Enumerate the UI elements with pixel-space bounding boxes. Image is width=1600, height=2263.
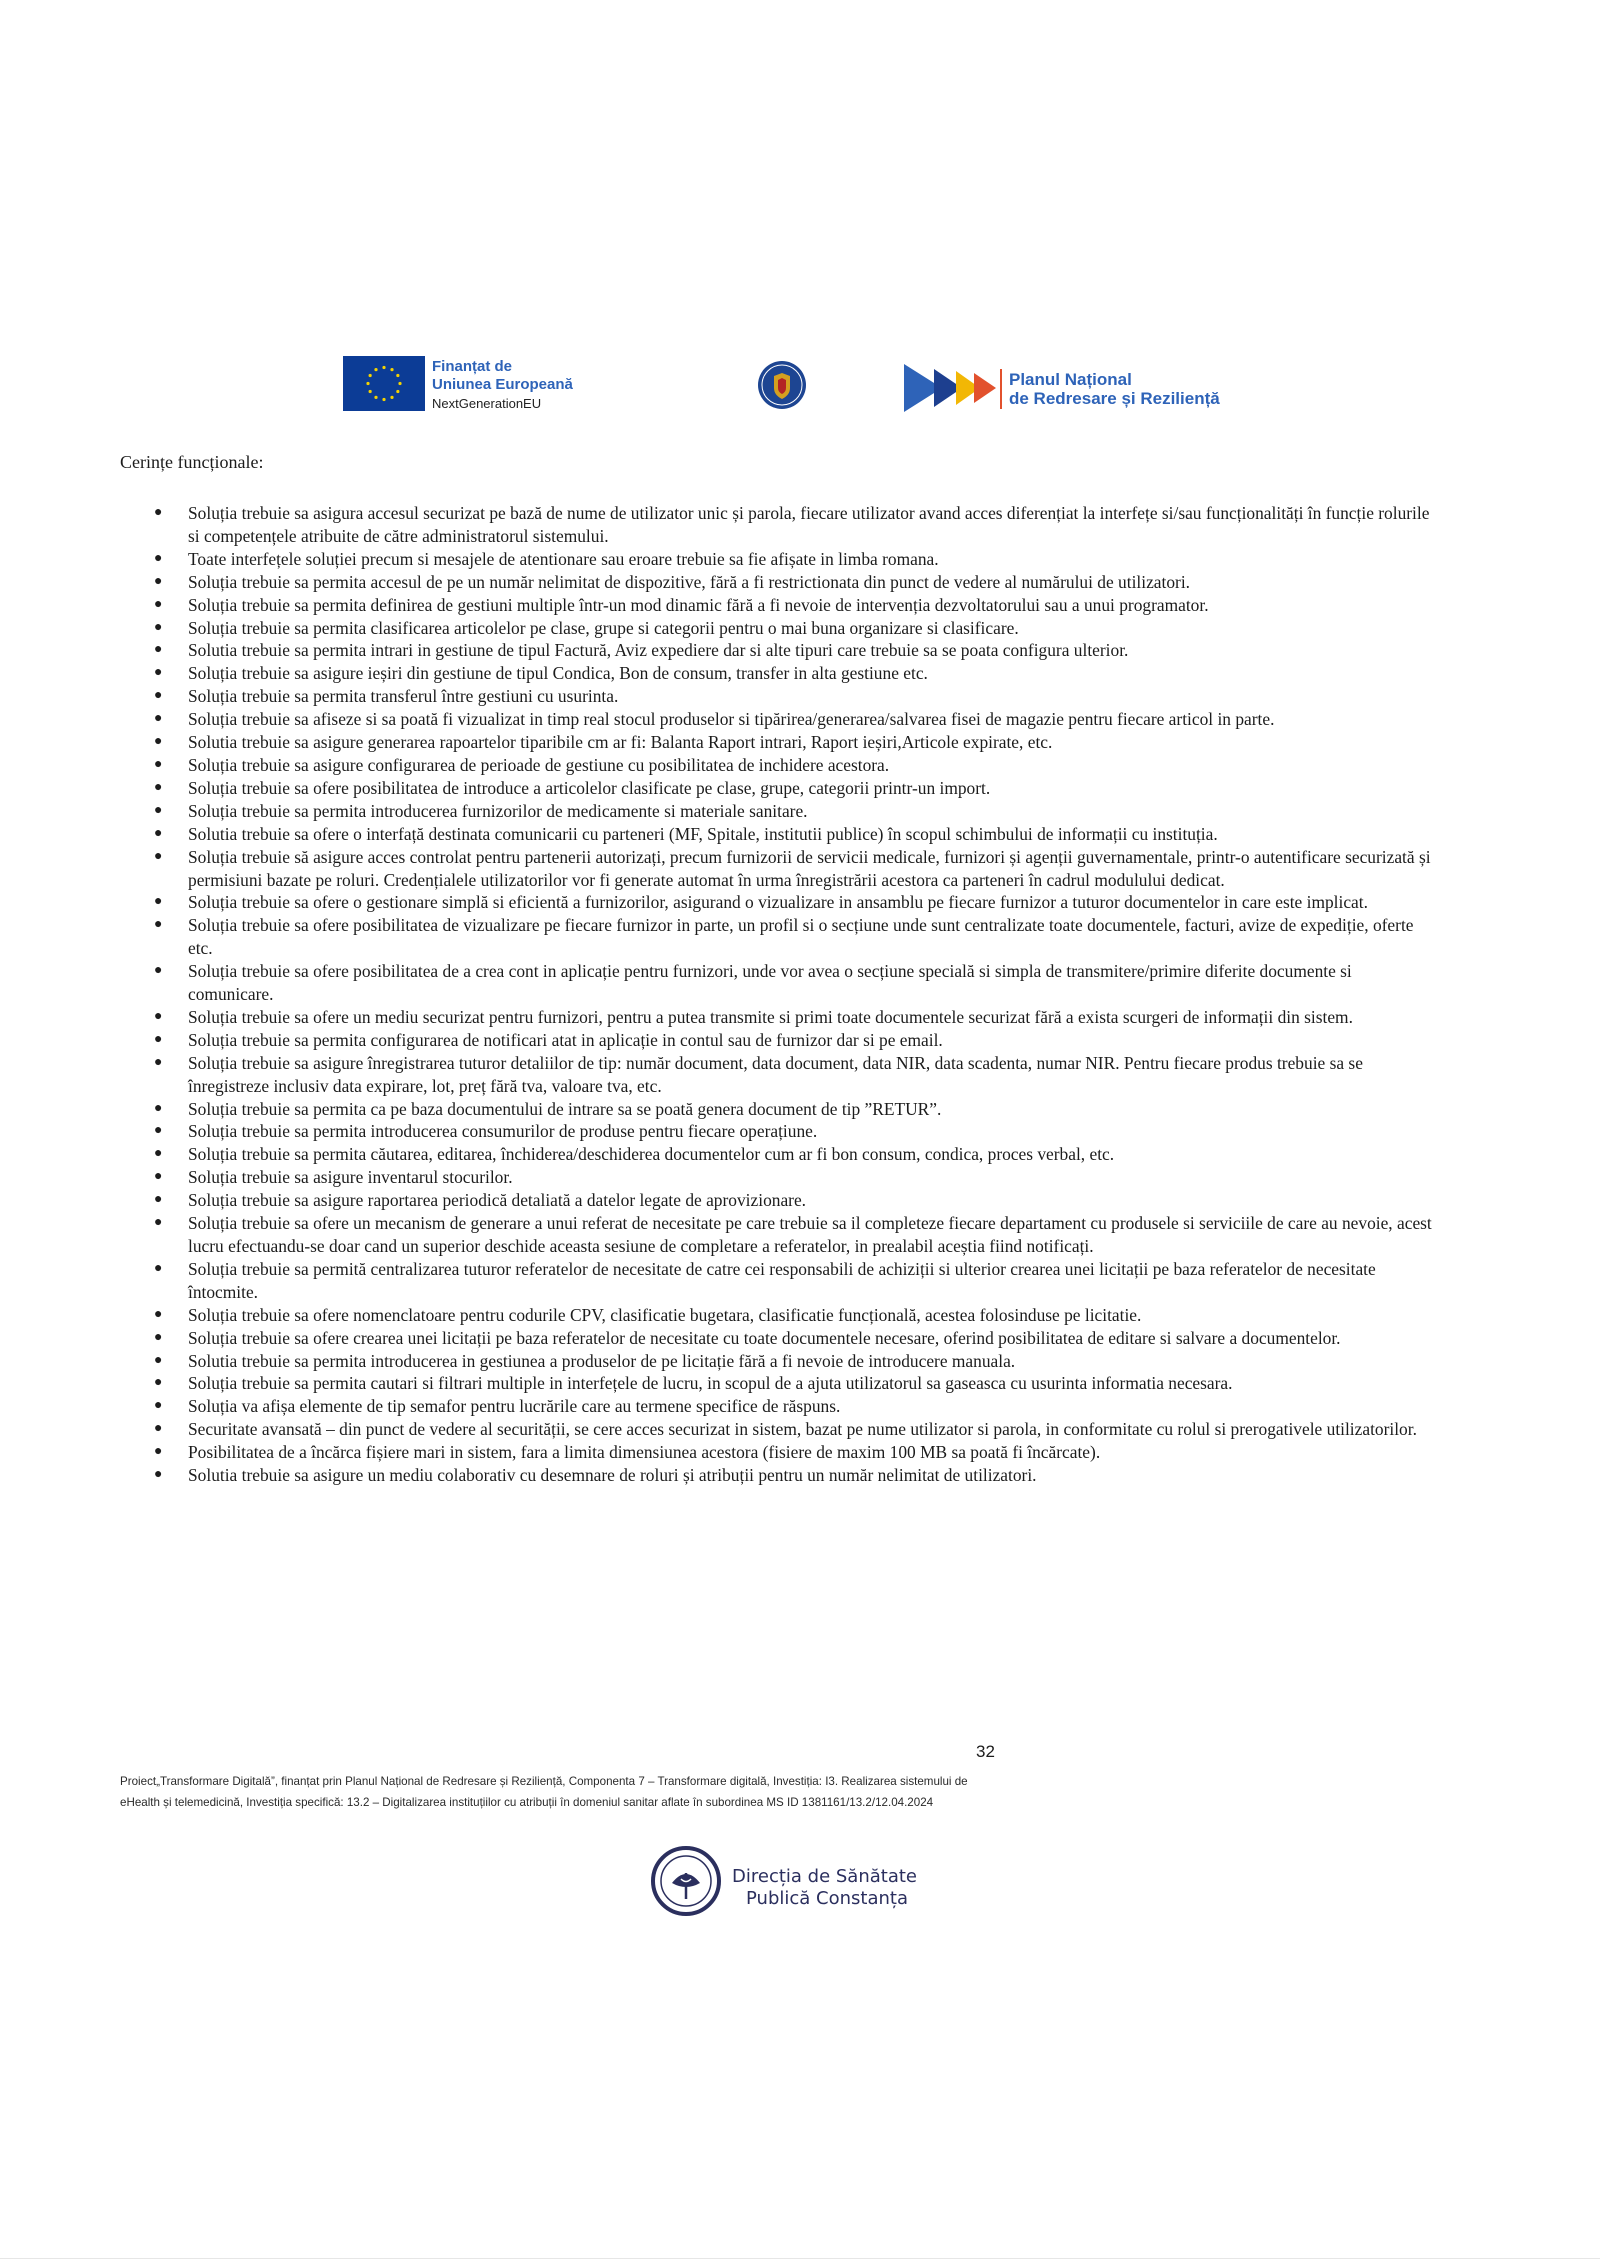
requirement-text: Soluția trebuie sa permita ca pe baza documentului de intrare sa se poată genera document de tip ”RETUR”. [188, 1098, 942, 1119]
eu-label-line1: Finanțat de [432, 358, 513, 375]
requirement-item [150, 1441, 1435, 1464]
requirement-text: Soluția trebuie sa permita transferul între gestiuni cu usurinta. [188, 686, 619, 707]
requirement-item [150, 1350, 1435, 1373]
bullet-icon: ● [154, 1100, 163, 1116]
bullet-icon: ● [154, 756, 163, 772]
requirement-text: Soluția trebuie sa asigure ieșiri din gestiune de tipul Condica, Bon de consum, transfer in alta gestiune etc. [188, 663, 928, 684]
requirement-text: Soluția trebuie sa permita accesul de pe un număr nelimitat de dispozitive, fără a fi restrictionata din punct de vedere al numărului de utilizatori. [188, 571, 1191, 592]
requirement-text: Soluția trebuie sa asigure înregistrarea tuturor detaliilor de tip: număr document, data document, data NIR, data scadenta, numar NIR. Pentru fiecare produs trebuie sa se înregistreze inclusiv data expirare, lot, preț fără tva, valoare tva, etc. [188, 1052, 1363, 1096]
requirement-text: Soluția trebuie sa asigure inventarul stocurilor. [188, 1167, 513, 1188]
requirement-item [150, 1418, 1435, 1441]
requirement-item [150, 1189, 1435, 1212]
bullet-icon: ● [154, 1123, 163, 1139]
requirement-item [150, 1029, 1435, 1052]
requirement-text: Solutia trebuie sa asigure generarea rapoartelor tiparibile cm ar fi: Balanta Raport intrari, Raport ieșiri,Articole expirate, etc. [188, 732, 1053, 753]
bullet-icon: ● [154, 1398, 163, 1414]
requirement-item [150, 617, 1435, 640]
requirement-item [150, 1098, 1435, 1121]
requirement-item [150, 548, 1435, 571]
requirement-item [150, 914, 1435, 960]
eu-label-line3: NextGenerationEU [432, 396, 542, 411]
dsp-constanta-label [732, 1866, 917, 1910]
pnrr-label [1009, 370, 1220, 408]
requirement-text: Solutia trebuie sa asigure un mediu colaborativ cu desemnare de roluri și atribuții pentru un număr nelimitat de utilizatori. [188, 1465, 1037, 1486]
requirement-text: Posibilitatea de a încărca fișiere mari in sistem, fara a limita dimensiunea acestora (fisiere de maxim 100 MB sa poată fi încărcate). [188, 1442, 1101, 1463]
requirement-text: Soluția trebuie sa permita definirea de gestiuni multiple într-un mod dinamic fără a fi nevoie de intervenția dezvoltatorului sau a unui programator. [188, 594, 1209, 615]
requirement-text: Soluția trebuie sa permita configurarea de notificari atat in aplicație in contul sau de furnizor dar si pe email. [188, 1029, 943, 1050]
requirement-item [150, 1304, 1435, 1327]
pnrr-divider [1000, 369, 1002, 409]
eu-flag-logo [343, 356, 425, 411]
requirement-text: Solutia trebuie sa permita intrari in gestiune de tipul Factură, Aviz expediere dar si alte tipuri care trebuie sa se poata configura ulterior. [188, 640, 1129, 661]
bullet-icon: ● [154, 734, 163, 750]
bullet-icon: ● [154, 1008, 163, 1024]
requirement-text: Soluția va afișa elemente de tip semafor pentru lucrările care au termene specifice de răspuns. [188, 1396, 841, 1417]
requirement-item [150, 662, 1435, 685]
bullet-icon: ● [154, 1169, 163, 1185]
scan-edge-line [0, 2258, 1600, 2259]
requirement-text: Toate interfețele soluției precum si mesajele de atentionare sau eroare trebuie sa fie afișate in limba romana. [188, 548, 939, 569]
requirement-item [150, 1372, 1435, 1395]
bullet-icon: ● [154, 825, 163, 841]
bullet-icon: ● [154, 1467, 163, 1483]
requirement-item [150, 777, 1435, 800]
bullet-icon: ● [154, 619, 163, 635]
bullet-icon: ● [154, 642, 163, 658]
requirements-list [150, 502, 1435, 1487]
requirement-text: Soluția trebuie sa ofere un mediu securizat pentru furnizori, pentru a putea transmite si primi toate documentele securizat fără a exista scurgeri de informații din sistem. [188, 1006, 1353, 1027]
bullet-icon: ● [154, 1444, 163, 1460]
bullet-icon: ● [154, 573, 163, 589]
pnrr-label-line2: de Redresare și Reziliență [1009, 389, 1220, 408]
requirement-text: Solutia trebuie sa permita introducerea in gestiunea a produselor de pe licitație fără a fi nevoie de introducere manuala. [188, 1350, 1016, 1371]
requirement-item [150, 846, 1435, 892]
requirement-text: Soluția trebuie sa ofere nomenclatoare pentru codurile CPV, clasificatie bugetara, clasificatie funcțională, acestea folosinduse pe licitatie. [188, 1304, 1142, 1325]
requirement-item [150, 1258, 1435, 1304]
requirement-item [150, 1143, 1435, 1166]
requirement-item [150, 571, 1435, 594]
requirement-text: Soluția trebuie sa permita introducerea furnizorilor de medicamente si materiale sanitare. [188, 800, 808, 821]
requirement-text: Soluția trebuie sa ofere posibilitatea de a crea cont in aplicație pentru furnizori, unde vor avea o secțiune specială si simpla de transmitere/primire diferite documente si comunicare. [188, 961, 1352, 1005]
dsp-label-line1: Direcția de Sănătate [732, 1866, 917, 1887]
requirement-text: Soluția trebuie sa asigure configurarea de perioade de gestiune cu posibilitatea de inchidere acestora. [188, 754, 890, 775]
bullet-icon: ● [154, 1192, 163, 1208]
requirement-item [150, 1395, 1435, 1418]
bullet-icon: ● [154, 1031, 163, 1047]
bullet-icon: ● [154, 1146, 163, 1162]
bullet-icon: ● [154, 550, 163, 566]
requirement-text: Soluția trebuie sa permita clasificarea articolelor pe clase, grupe si categorii pentru o mai buna organizare si clasificare. [188, 617, 1019, 638]
bullet-icon: ● [154, 665, 163, 681]
requirement-text: Soluția trebuie sa permita introducerea consumurilor de produse pentru fiecare operațiune. [188, 1121, 818, 1142]
requirement-item [150, 502, 1435, 548]
bullet-icon: ● [154, 1306, 163, 1322]
requirement-text: Soluția trebuie sa permită centralizarea tuturor referatelor de necesitate de catre cei responsabili de achiziții si ulterior crearea unei licitații pe baza referatelor de necesitate întocmite. [188, 1258, 1376, 1302]
bullet-icon: ● [154, 894, 163, 910]
project-footer-note: Proiect„Transformare Digitală”, finanțat prin Planul Național de Redresare și Reziliență, Componenta 7 – Transformare digitală, Investiția: I3. Realizarea sistemului de eHealth și telemedicină, Investiția specifică: 13.2 – Digitalizarea instituțiilor cu atribuții în domeniul sanitar aflate în subordinea MS ID 1381161/13.2/12.04.2024 [120, 1775, 968, 1809]
bullet-icon: ● [154, 802, 163, 818]
pnrr-label-line1: Planul Național [1009, 370, 1132, 389]
romanian-government-seal-icon [757, 360, 807, 410]
requirement-text: Soluția trebuie sa permita cautari si filtrari multiple in interfețele de lucru, in scopul de a ajuta utilizatorul sa gaseasca cu usurinta informatia necesara. [188, 1373, 1233, 1394]
requirement-item [150, 754, 1435, 777]
bullet-icon: ● [154, 596, 163, 612]
requirement-text: Soluția trebuie sa ofere o gestionare simplă si eficientă a furnizorilor, asigurand o vizualizare in ansamblu pe fiecare furnizor a tuturor documentelor in care este implicat. [188, 892, 1368, 913]
requirement-text: Securitate avansată – din punct de vedere al securității, se cere acces securizat in sistem, bazat pe nume utilizator si parola, in conformitate cu rolul si prerogativele utilizatorilor. [188, 1419, 1417, 1440]
section-heading: Cerințe funcționale: [120, 452, 264, 472]
bullet-icon: ● [154, 505, 163, 520]
requirement-item [150, 639, 1435, 662]
requirement-item [150, 594, 1435, 617]
bullet-icon: ● [154, 1352, 163, 1368]
dsp-label-line2: Publică Constanța [746, 1888, 908, 1909]
requirement-item [150, 1006, 1435, 1029]
bullet-icon: ● [154, 1421, 163, 1437]
bullet-icon: ● [154, 1215, 163, 1231]
requirement-item [150, 1327, 1435, 1350]
bullet-icon: ● [154, 1260, 163, 1276]
requirement-item [150, 1052, 1435, 1098]
requirement-text: Soluția trebuie să asigure acces controlat pentru partenerii autorizați, precum furnizorii de servicii medicale, furnizori și agenții guvernamentale, printr-o autentificare securizată și permisiuni bazate pe roluri. Credențialele utilizatorilor vor fi generate automat în urma înregistrării acestora ca parteneri în cadrul modulului dedicat. [188, 846, 1431, 890]
requirement-item [150, 823, 1435, 846]
bullet-icon: ● [154, 1329, 163, 1345]
requirement-item [150, 708, 1435, 731]
requirement-text: Soluția trebuie sa asigura accesul securizat pe bază de nume de utilizator unic și parola, fiecare utilizator avand acces diferențiat la interfețe si/sau funcționalități în funcție rolurile si competențele atribuite de către administratorul sistemului. [188, 503, 1430, 546]
requirement-item [150, 1464, 1435, 1487]
requirement-item [150, 1166, 1435, 1189]
bullet-icon: ● [154, 711, 163, 727]
requirement-item [150, 960, 1435, 1006]
page-number: 32 [976, 1742, 995, 1761]
requirement-item [150, 685, 1435, 708]
requirement-text: Soluția trebuie sa asigure raportarea periodică detaliată a datelor legate de aprovizionare. [188, 1190, 807, 1211]
requirement-item [150, 800, 1435, 823]
dsp-constanta-seal-icon [648, 1843, 724, 1919]
requirement-item [150, 1212, 1435, 1258]
requirement-item [150, 1120, 1435, 1143]
requirement-item [150, 731, 1435, 754]
bullet-icon: ● [154, 917, 163, 933]
requirement-text: Soluția trebuie sa ofere posibilitatea de introduce a articolelor clasificate pe clase, grupe, categorii printr-un import. [188, 777, 991, 798]
bullet-icon: ● [154, 848, 163, 864]
eu-funding-label [432, 358, 573, 413]
pnrr-arrows-logo [904, 361, 999, 415]
requirement-text: Soluția trebuie sa ofere crearea unei licitații pe baza referatelor de necesitate cu toate documentele necesare, oferind posibilitatea de editare si salvare a documentelor. [188, 1327, 1341, 1348]
bullet-icon: ● [154, 779, 163, 795]
eu-label-line2: Uniunea Europeană [432, 376, 573, 393]
bullet-icon: ● [154, 963, 163, 979]
requirement-text: Soluția trebuie sa ofere posibilitatea de vizualizare pe fiecare furnizor in parte, un profil si o secțiune unde sunt centralizate toate documentele, facturi, avize de expediție, oferte etc. [188, 915, 1414, 959]
requirement-text: Soluția trebuie sa ofere un mecanism de generare a unui referat de necesitate pe care trebuie sa il completeze fiecare departament cu produsele si serviciile de care au nevoie, acest lucru efectuandu-se doar cand un superior deschide aceasta sesiune de completare a referatelor, in prealabil aceștia fiind notificați. [188, 1213, 1432, 1256]
bullet-icon: ● [154, 688, 163, 704]
requirement-text: Soluția trebuie sa afiseze si sa poată fi vizualizat in timp real stocul produselor si tipărirea/generarea/salvarea fisei de magazie pentru fiecare articol in parte. [188, 709, 1275, 730]
bullet-icon: ● [154, 1054, 163, 1070]
requirement-text: Solutia trebuie sa ofere o interfață destinata comunicarii cu parteneri (MF, Spitale, institutii publice) în scopul schimbului de informații cu instituția. [188, 823, 1218, 844]
bullet-icon: ● [154, 1375, 163, 1391]
requirement-text: Soluția trebuie sa permita căutarea, editarea, închiderea/deschiderea documentelor cum ar fi bon consum, condica, proces verbal, etc. [188, 1144, 1115, 1165]
requirement-item [150, 891, 1435, 914]
